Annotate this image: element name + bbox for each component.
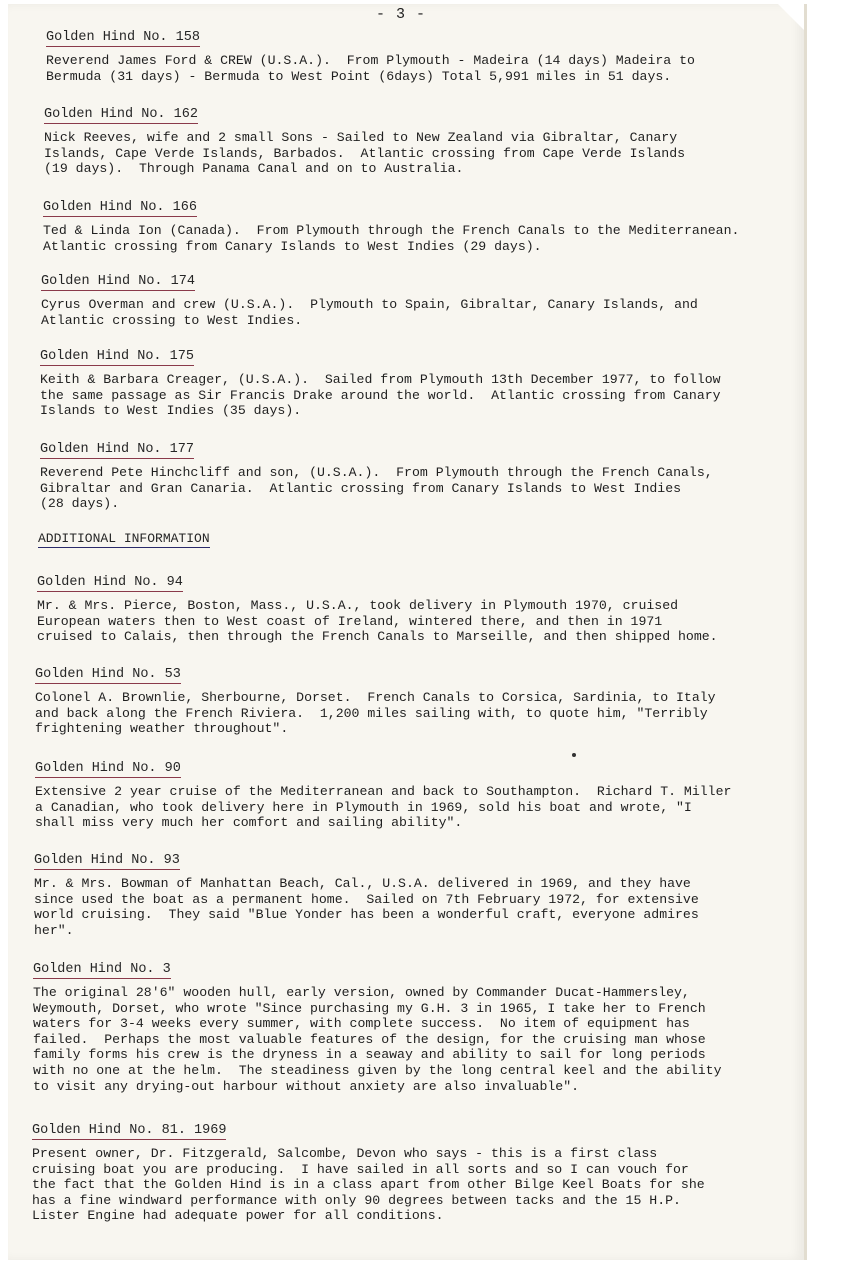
entry-line: Mr. & Mrs. Bowman of Manhattan Beach, Cal., U.S.A. delivered in 1969, and they have: [34, 876, 691, 891]
entry-heading: Golden Hind No. 174: [41, 274, 195, 289]
entry-body: [33, 985, 722, 1094]
entry-line: waters for 3-4 weeks every summer, with complete success. No item of equipment has: [33, 1016, 690, 1032]
entry-line: has a fine windward performance with only 90 degrees between tacks and the 15 H.P.: [32, 1192, 681, 1208]
entry-heading: Golden Hind No. 93: [34, 853, 180, 868]
entry-line: Present owner, Dr. Fitzgerald, Salcombe, Devon who says - this is a first class: [32, 1146, 658, 1161]
entry-line: the same passage as Sir Francis Drake around the world. Atlantic crossing from Canary: [40, 387, 721, 403]
entry-golden-hind: [32, 1120, 705, 1224]
entry-line: Reverend James Ford & CREW (U.S.A.). From Plymouth - Madeira (14 days) Madeira to: [46, 53, 695, 68]
entry-heading: Golden Hind No. 177: [40, 442, 194, 457]
entry-body: [40, 372, 721, 419]
entry-body: [34, 876, 699, 938]
entry-body: [32, 1146, 705, 1224]
entry-line: Weymouth, Dorset, who wrote "Since purchasing my G.H. 3 in 1965, I take her to French: [33, 1000, 706, 1016]
entry-line: failed. Perhaps the most valuable features of the design, for the cruising man whose: [33, 1031, 706, 1047]
entry-line: Reverend Pete Hinchcliff and son, (U.S.A.). From Plymouth through the French Canals,: [40, 465, 713, 480]
entry-line: with no one at the helm. The steadiness given by the long central keel and the ability: [33, 1062, 722, 1078]
entry-line: her".: [34, 922, 74, 938]
entry-line: world cruising. They said "Blue Yonder has been a wonderful craft, everyone admires: [34, 907, 699, 923]
entry-golden-hind: [44, 104, 685, 177]
entry-line: since used the boat as a permanent home. Sailed on 7th February 1972, for extensive: [34, 891, 699, 907]
entry-line: (19 days). Through Panama Canal and on to Australia.: [44, 161, 464, 177]
entry-body: [46, 53, 695, 84]
entry-line: Nick Reeves, wife and 2 small Sons - Sailed to New Zealand via Gibraltar, Canary: [44, 130, 678, 145]
entry-heading: Golden Hind No. 162: [44, 107, 198, 122]
entry-heading: Golden Hind No. 53: [35, 667, 181, 682]
entry-heading: Golden Hind No. 166: [43, 200, 197, 215]
entry-line: Keith & Barbara Creager, (U.S.A.). Sailed from Plymouth 13th December 1977, to follow: [40, 372, 721, 387]
entry-line: to visit any drying-out harbour without anxiety are also invaluable".: [33, 1078, 580, 1094]
page-number: - 3 -: [376, 6, 427, 23]
entry-heading: Golden Hind No. 94: [37, 575, 183, 590]
entry-line: frightening weather throughout".: [35, 721, 289, 737]
entry-line: Atlantic crossing from Canary Islands to West Indies (29 days).: [43, 238, 542, 254]
entry-line: Extensive 2 year cruise of the Mediterranean and back to Southampton. Richard T. Miller: [35, 784, 732, 799]
entry-golden-hind: [40, 346, 721, 419]
entry-line: Atlantic crossing to West Indies.: [41, 312, 303, 328]
entry-line: Cyrus Overman and crew (U.S.A.). Plymouth to Spain, Gibraltar, Canary Islands, and: [41, 297, 698, 312]
entry-body: [41, 297, 698, 328]
entry-body: [43, 223, 739, 254]
entry-line: and back along the French Riviera. 1,200 miles sailing with, to quote him, "Terribly: [35, 705, 708, 721]
entry-heading: Golden Hind No. 158: [46, 30, 200, 45]
entry-golden-hind: [34, 850, 699, 938]
entry-line: the fact that the Golden Hind is in a class apart from other Bilge Keel Boats for she: [32, 1177, 705, 1193]
entry-line: Islands to West Indies (35 days).: [40, 403, 302, 419]
entry-line: Colonel A. Brownlie, Sherbourne, Dorset. French Canals to Corsica, Sardinia, to Italy: [35, 690, 716, 705]
entry-golden-hind: [37, 572, 718, 645]
entry-golden-hind: [35, 758, 731, 831]
entry-golden-hind: [35, 664, 716, 737]
ink-speck: [572, 753, 576, 757]
entry-line: Islands, Cape Verde Islands, Barbados. Atlantic crossing from Cape Verde Islands: [44, 145, 686, 161]
entry-line: Mr. & Mrs. Pierce, Boston, Mass., U.S.A., took delivery in Plymouth 1970, cruised: [37, 598, 679, 613]
entry-line: shall miss very much her comfort and sailing ability".: [35, 815, 463, 831]
entry-golden-hind: [40, 439, 713, 512]
entry-line: Bermuda (31 days) - Bermuda to West Point (6days) Total 5,991 miles in 51 days.: [46, 68, 672, 84]
entry-golden-hind: [43, 197, 739, 254]
entry-heading: Golden Hind No. 81. 1969: [32, 1123, 227, 1138]
entry-body: [35, 690, 716, 737]
entry-line: (28 days).: [40, 496, 120, 512]
entry-line: The original 28'6" wooden hull, early version, owned by Commander Ducat-Hammersley,: [33, 985, 690, 1000]
entry-body: [40, 465, 713, 512]
page-corner-fold: [778, 4, 804, 30]
entry-line: cruised to Calais, then through the French Canals to Marseille, and then shipped home.: [37, 629, 718, 645]
entry-heading: Golden Hind No. 3: [33, 962, 171, 977]
entry-line: a Canadian, who took delivery here in Plymouth in 1969, sold his boat and wrote, "I: [35, 799, 692, 815]
entry-golden-hind: [33, 959, 722, 1094]
entry-heading: Golden Hind No. 175: [40, 349, 194, 364]
entry-line: Lister Engine had adequate power for all conditions.: [32, 1208, 444, 1224]
entry-line: European waters then to West coast of Ireland, wintered there, and then in 1971: [37, 613, 663, 629]
entry-body: [44, 130, 685, 177]
entry-golden-hind: [41, 271, 698, 328]
entry-line: Ted & Linda Ion (Canada). From Plymouth through the French Canals to the Mediterranean.: [43, 223, 740, 238]
entry-line: Gibraltar and Gran Canaria. Atlantic crossing from Canary Islands to West Indies: [40, 480, 682, 496]
entry-line: family forms his crew is the dryness in a seaway and ability to sail for long periods: [33, 1047, 706, 1063]
entry-body: [35, 784, 731, 831]
entry-line: cruising boat you are producing. I have sailed in all sorts and so I can vouch for: [32, 1161, 689, 1177]
entry-golden-hind: [46, 27, 695, 84]
additional-information-heading: ADDITIONAL INFORMATION: [38, 531, 210, 546]
entry-heading: Golden Hind No. 90: [35, 761, 181, 776]
entry-body: [37, 598, 718, 645]
